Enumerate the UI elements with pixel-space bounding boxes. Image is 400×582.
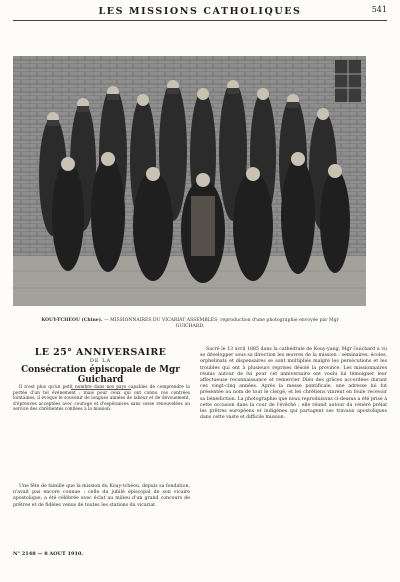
photo-caption (40, 318, 340, 330)
issue-footer: N° 2148 — 8 AOUT 1910. (13, 551, 84, 557)
article-title-line1: LE 25° ANNIVERSAIRE (34, 347, 167, 358)
article-left-column (13, 484, 190, 511)
header-rule (13, 20, 387, 21)
article-title-connector: DE LA (89, 358, 112, 364)
article-body-paragraph: Une fête de famille que la mission du Kouy-tchéou, depuis sa fondation, n'avait pas encore connue : celle du jubilé épiscopal de son vicaire apostolique, a été célébrée avec éclat au milieu d'un grand concours de prêtres et de fidèles venus de toutes les stations du vicariat. (13, 484, 190, 508)
photo-illustration (13, 56, 366, 306)
caption-place: KOUY-TCHÉOU (Chine). (41, 318, 103, 323)
running-header (13, 3, 387, 19)
article-intro-column (13, 385, 190, 415)
journal-title: LES MISSIONS CATHOLIQUES (98, 5, 302, 17)
page-number: 541 (371, 5, 387, 14)
article-right-column (200, 347, 387, 423)
article-title (13, 347, 188, 390)
article-intro-paragraph: Il n'est plus qu'un petit nombre dans nos pays capables de comprendre la portée d'un tel événement ; mais pour ceux qui ont connu ces contrées lointaines, il évoque le souvenir de longues années de labeur et de dévouement, d'épreuves acceptées avec courage et d'espérances sans cesse renouvelées au service des chrétientés confiées à la mission. (13, 385, 190, 413)
article-title-line2: Consécration épiscopale de Mgr Guichard (21, 365, 180, 385)
group-photograph (13, 56, 366, 306)
caption-text: — MISSIONNAIRES DU VICARIAT ASSEMBLÉS; reproduction d'une photographie envoyée par Mgr GUICHARD. (103, 318, 339, 329)
article-right-paragraph: Sacré le 13 avril 1885 dans la cathédrale de Kouy-yang, Mgr Guichard a vu se développer sous sa direction les œuvres de la mission : séminaires, écoles, orphelinats et dispensaires se sont multipliés malgré les persécutions et les troubles qui ont à plusieurs reprises désolé la province. Les missionnaires réunis autour de lui pour cet anniversaire ont voulu lui témoigner leur affectueuse reconnaissance et remercier Dieu des grâces accordées durant ces vingt-cinq années. Après la messe pontificale, une adresse lui fut présentée au nom de tout le clergé, et les chrétiens vinrent en foule recevoir sa bénédiction. La photographie que nous reproduisons ci-dessus a été prise à cette occasion dans la cour de l'évêché ; elle réunit autour du vénéré prélat les prêtres européens et indigènes qui partagent ses travaux apostoliques dans cette vaste et difficile mission. (200, 347, 387, 421)
